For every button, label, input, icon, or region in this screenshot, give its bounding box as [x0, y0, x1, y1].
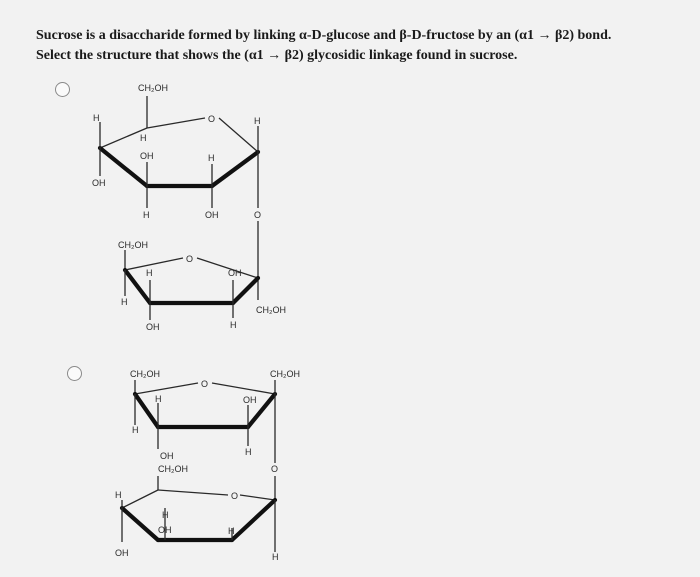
g-ch2oh-label: CH₂OH: [138, 83, 168, 93]
g-h5-label: H: [140, 133, 147, 143]
f-h4-label: H: [155, 394, 162, 404]
g-c2-c1-bond: [232, 500, 275, 540]
g-h2-label: H: [228, 526, 235, 536]
f-h3-label: H: [245, 447, 252, 457]
f-o-c2-bond: [212, 383, 275, 394]
g-ring-o-label: O: [231, 491, 239, 501]
link-o-label: O: [254, 210, 262, 220]
link-o-label: O: [271, 464, 279, 474]
f-oh4-label: OH: [146, 322, 160, 332]
f-h4-label: H: [146, 268, 153, 278]
f-oh4-label: OH: [160, 451, 174, 461]
g-h4-label: H: [115, 490, 122, 500]
f-h5-label: H: [121, 297, 128, 307]
g-c5-o-bond: [158, 490, 228, 495]
f-h5-label: H: [132, 425, 139, 435]
f-ch2oh6-label: CH₂OH: [118, 240, 148, 250]
g-h3-label: H: [143, 210, 150, 220]
g-oh4-label: OH: [115, 548, 129, 558]
g-h2-label: H: [208, 153, 215, 163]
g-c4-c3-bond: [122, 508, 158, 540]
g-h5-label: H: [162, 510, 169, 520]
g-h4-label: H: [93, 113, 100, 123]
f-oh3-label: OH: [228, 268, 242, 278]
f-c5-o-bond: [135, 383, 198, 394]
f-ring-o-label: O: [186, 254, 194, 264]
g-oh3-label: OH: [158, 525, 172, 535]
g-h1-label: H: [272, 552, 279, 562]
f-ch2oh6-label: CH₂OH: [130, 369, 160, 379]
g-o-c1-bond: [240, 495, 275, 500]
f-ch2oh1-label: CH₂OH: [270, 369, 300, 379]
f-ch2oh1-label: CH₂OH: [256, 305, 286, 315]
g-oh2-label: OH: [205, 210, 219, 220]
g-h1-label: H: [254, 116, 261, 126]
g-oh4-label: OH: [92, 178, 106, 188]
f-oh3-label: OH: [243, 395, 257, 405]
question-line-2: Select the structure that shows the (α1 → β2) glycosidic linkage found in sucrose.: [36, 48, 518, 63]
g-c5-c4-bond: [122, 490, 158, 508]
f-h3-label: H: [230, 320, 237, 330]
question-line-1: Sucrose is a disaccharide formed by linking α-D-glucose and β-D-fructose by an (α1 → β2) bond.: [36, 28, 612, 43]
f-ring-o-label: O: [201, 379, 209, 389]
g-ch2oh-label: CH₂OH: [158, 464, 188, 474]
g-ring-o-label: O: [208, 114, 216, 124]
g-oh3-label: OH: [140, 151, 154, 161]
